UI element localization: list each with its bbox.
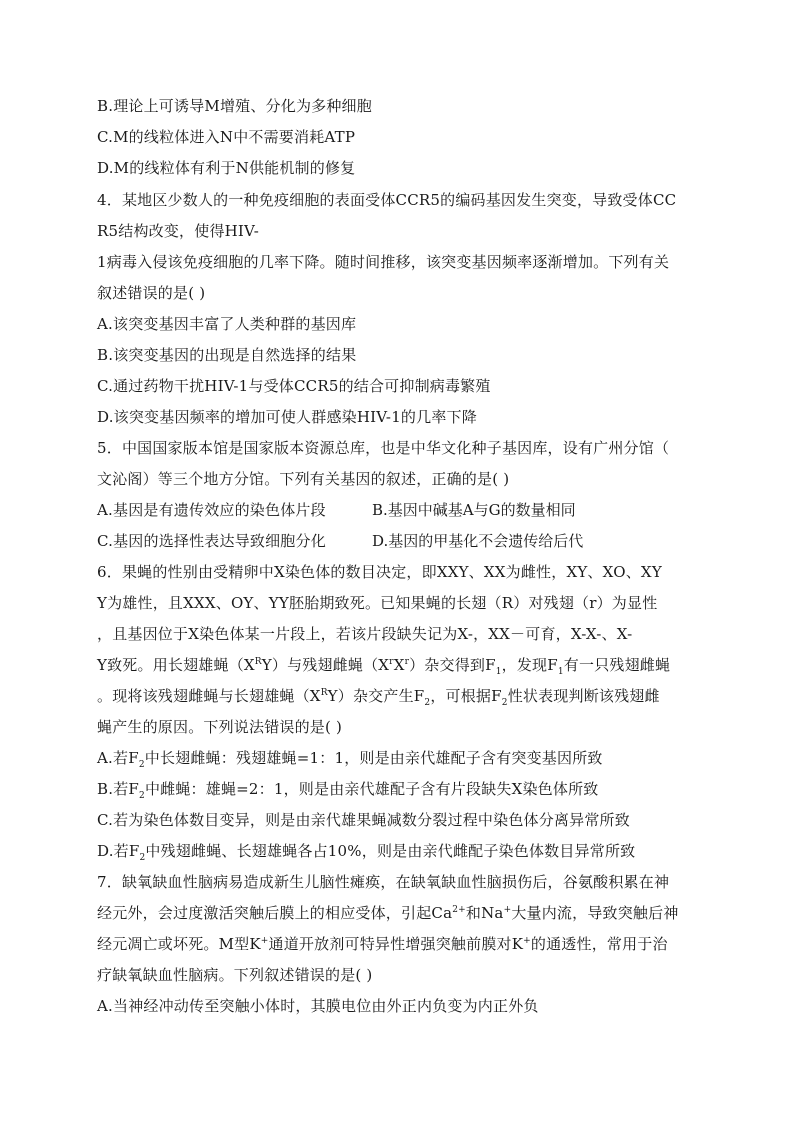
q5-option-d: D.基因的甲基化不会遗传给后代: [372, 532, 584, 550]
q3-option-c: C.M的线粒体进入N中不需要消耗ATP: [97, 128, 356, 146]
q5-option-b: B.基因中碱基A与G的数量相同: [372, 501, 576, 519]
q4-option-a: A.该突变基因丰富了人类种群的基因库: [97, 315, 357, 333]
q6-option-c: C.若为染色体数目变异，则是由亲代雄果蝇减数分裂过程中染色体分离异常所致: [97, 811, 630, 829]
q4-option-b: B.该突变基因的出现是自然选择的结果: [97, 346, 357, 364]
q6-stem-line-6: 蝇产生的原因。下列说法错误的是( ): [97, 718, 343, 736]
q5-stem-line-1: 5．中国国家版本馆是国家版本资源总库，也是中华文化种子基因库，设有广州分馆（: [97, 439, 670, 457]
q4-stem-line-4: 叙述错误的是( ): [97, 284, 206, 302]
q6-option-b: B.若$F_2$中雌蝇：雄蝇=2：1，则是由亲代雄配子含有片段缺失X染色体所致: [97, 780, 599, 801]
q6-option-d: D.若$F_2$中残翅雌蝇、长翅雄蝇各占10%，则是由亲代雌配子染色体数目异常所致: [97, 842, 636, 863]
q4-option-d: D.该突变基因频率的增加可使人群感染HIV-1的几率下降: [97, 408, 477, 426]
q6-stem-line-3: ，且基因位于X染色体某一片段上，若该片段缺失记为X-，XX－可育，X-X-、X-: [97, 625, 633, 643]
q4-stem-line-3: 1病毒入侵该免疫细胞的几率下降。随时间推移，该突变基因频率逐渐增加。下列有关: [97, 253, 670, 271]
q6-stem-line-4: Y致死。用长翅雄蝇$(X^RY)$与残翅雌蝇$(X^rX^r)$杂交得到$F_1$，发现$F_1$有一只残翅雌蝇: [97, 656, 671, 677]
q7-stem-line-1: 7．缺氧缺血性脑病易造成新生儿脑性瘫痪，在缺氧缺血性脑损伤后，谷氨酸积累在神: [97, 873, 670, 891]
q5-option-a: A.基因是有遗传效应的染色体片段: [97, 501, 326, 519]
q5-stem-line-2: 文沁阁）等三个地方分馆。下列有关基因的叙述，正确的是( ): [97, 470, 510, 488]
q4-option-c: C.通过药物干扰HIV-1与受体CCR5的结合可抑制病毒繁殖: [97, 377, 491, 395]
q6-option-a: A.若$F_2$中长翅雌蝇：残翅雄蝇=1：1，则是由亲代雄配子含有突变基因所致: [97, 749, 603, 770]
q6-stem-line-5: 。现将该残翅雌蝇与长翅雄蝇$(X^RY)$杂交产生$F_2$，可根据$F_2$性状表现判断该残翅雌: [97, 687, 660, 708]
q7-stem-line-4: 疗缺氧缺血性脑病。下列叙述错误的是( ): [97, 966, 373, 984]
q7-stem-line-2: 经元外，会过度激活突触后膜上的相应受体，引起$Ca^{2+}$和Na+大量内流，导致突触后神: [97, 904, 679, 922]
q7-option-a: A.当神经冲动传至突触小体时，其膜电位由外正内负变为内正外负: [97, 997, 539, 1015]
q4-stem-line-1: 4．某地区少数人的一种免疫细胞的表面受体CCR5的编码基因发生突变，导致受体CC: [97, 191, 677, 209]
q4-stem-line-2: R5结构改变，使得HIV-: [97, 222, 259, 240]
q5-option-c: C.基因的选择性表达导致细胞分化: [97, 532, 326, 550]
q7-stem-line-3: 经元凋亡或坏死。M型K+通道开放剂可特异性增强突触前膜对K+的通透性，常用于治: [97, 935, 668, 953]
q3-option-b: B.理论上可诱导M增殖、分化为多种细胞: [97, 97, 372, 115]
q3-option-d: D.M的线粒体有利于N供能机制的修复: [97, 159, 356, 177]
q6-stem-line-1: 6．果蝇的性别由受精卵中X染色体的数目决定，即XXY、XX为雌性，XY、XO、XY: [97, 563, 662, 581]
q6-stem-line-2: Y为雄性，且XXX、OY、YY胚胎期致死。已知果蝇的长翅（R）对残翅（r）为显性: [97, 594, 658, 612]
